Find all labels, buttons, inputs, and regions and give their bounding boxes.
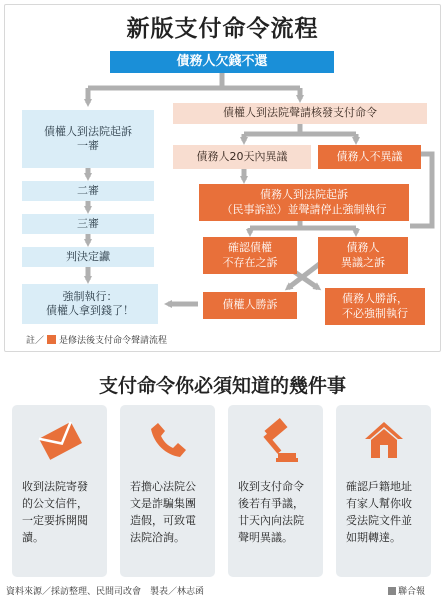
objection-lawsuit-label: 異議之訴: [341, 255, 385, 269]
third-instance-box: [22, 214, 154, 234]
debtor-label: 債務人: [346, 241, 380, 255]
tip-text-1: [22, 478, 104, 546]
no-objection-label: 債務人不異議: [336, 149, 403, 163]
enforcement-label: 強制執行：: [62, 289, 118, 303]
enforcement-box: [22, 284, 158, 324]
tip-1-line: 讀。: [22, 531, 44, 545]
legend-note: [26, 333, 167, 346]
note-text: 是修法後支付命令聲請流程: [59, 336, 168, 346]
debtor-lawsuit-box: [199, 184, 409, 221]
source-credit: 資料來源／採訪整理、民間司改會 製表／林志函: [6, 587, 205, 597]
stay-enforcement-label: （民事訴訟）並聲請停止強制執行: [221, 202, 387, 216]
creditor-win-label: 債權人勝訴: [222, 298, 278, 312]
confirm-claim-box: [203, 237, 297, 274]
creditor-paid-label: 債權人拿到錢了！: [46, 304, 134, 317]
tip-3-line: 聲明異議。: [238, 531, 293, 545]
house-icon: [336, 415, 431, 465]
tip-1-line: 一定要拆開閱: [22, 514, 88, 528]
tip-text-4: [346, 478, 428, 546]
objection-20-days-box: [173, 145, 311, 169]
envelope-icon: [12, 415, 107, 465]
page-title: 新版支付命令流程: [126, 16, 319, 42]
debtor-win-label: 債務人勝訴，: [342, 292, 408, 306]
lawsuit-first-instance-box: [22, 110, 154, 168]
final-judgment-label: 判決定讞: [66, 249, 110, 263]
tip-4-line: 受法院文件並: [346, 514, 412, 528]
no-enforcement-label: 不必強制執行: [342, 306, 408, 320]
debtor-objection-box: [318, 237, 408, 274]
lawsuit-label: 債權人到法院起訴: [44, 124, 132, 138]
tip-3-line: 收到支付命令: [238, 480, 304, 493]
gavel-icon: [228, 415, 323, 465]
tips-title: 支付命令你必須知道的幾件事: [98, 375, 346, 397]
tip-text-3: [238, 478, 320, 546]
tip-2-line: 法院洽詢。: [130, 531, 185, 545]
third-instance-label: 三審: [77, 216, 99, 230]
objection-20-days-label: 債務人20天內異議: [196, 149, 288, 163]
no-objection-box: [318, 145, 421, 169]
debtor-unpaid-label: 債務人欠錢不還: [176, 53, 268, 69]
note-prefix: 註／: [26, 336, 45, 346]
confirm-claim-label: 確認債權: [228, 241, 272, 255]
apply-payment-order-label: 債權人到法院聲請核發支付命令: [223, 106, 377, 120]
second-instance-box: [22, 181, 154, 201]
final-judgment-box: [22, 247, 154, 267]
tip-2-line: 文是詐騙集團: [130, 497, 196, 511]
tip-4-line: 確認戶籍地址: [346, 480, 412, 493]
tip-3-line: 廿天內向法院: [238, 514, 304, 528]
tip-1-line: 的公文信件，: [22, 497, 88, 511]
first-instance-label: 一審: [77, 139, 99, 152]
debtor-lawsuit-label: 債務人到法院起訴: [260, 188, 348, 202]
brand-credit: [388, 584, 425, 597]
tip-text-2: [130, 478, 212, 546]
brand-label: 聯合報: [398, 587, 426, 597]
brand-square-icon: [388, 587, 396, 595]
legend-swatch: [47, 335, 56, 344]
tip-4-line: 如期轉達。: [346, 531, 401, 545]
phone-icon: [120, 415, 215, 465]
creditor-win-box: [203, 292, 297, 319]
debtor-win-box: [325, 288, 425, 325]
tip-3-line: 後若有爭議，: [238, 497, 304, 511]
second-instance-label: 二審: [77, 183, 99, 197]
tip-2-line: 若擔心法院公: [130, 480, 196, 493]
tip-2-line: 造假，可致電: [130, 514, 196, 528]
tip-1-line: 收到法院寄發: [22, 480, 88, 493]
debtor-unpaid-box: [110, 51, 334, 73]
apply-payment-order-box: [173, 103, 427, 124]
claim-nonexistent-label: 不存在之訴: [222, 255, 278, 269]
tip-4-line: 有家人幫你收: [346, 497, 412, 511]
